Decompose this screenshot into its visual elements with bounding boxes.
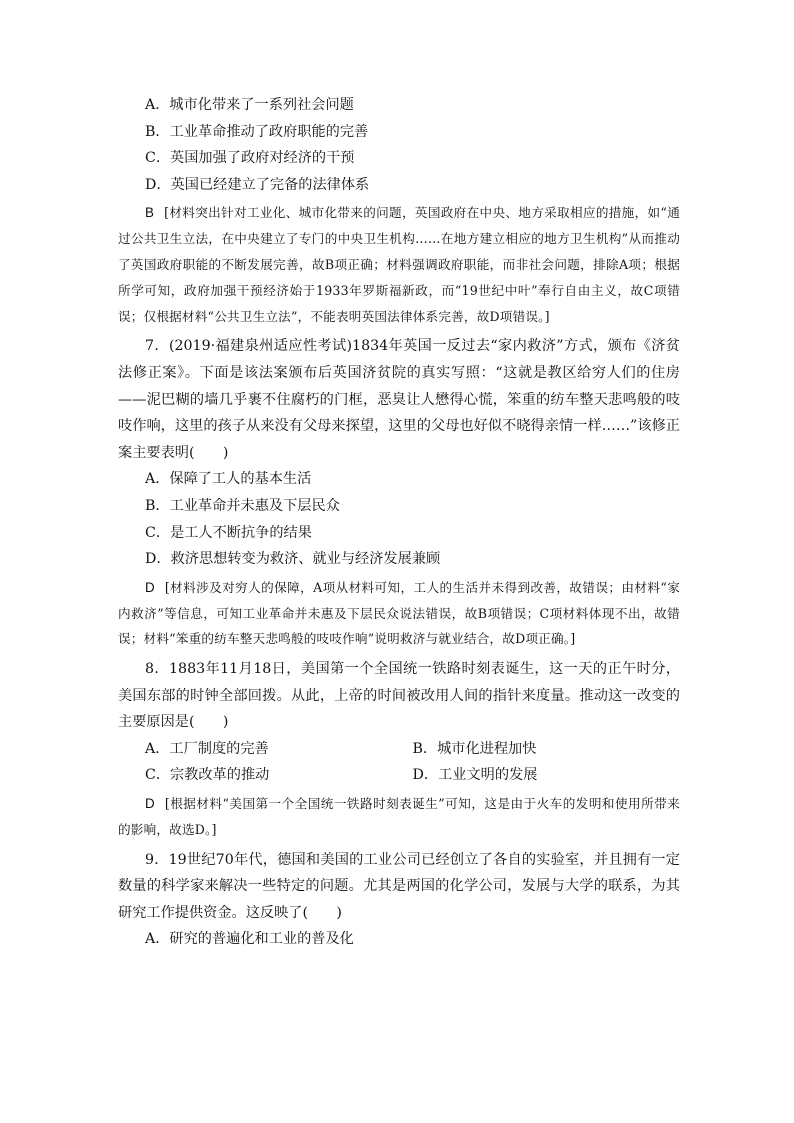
- q6-answer-text: [材料突出针对工业化、城市化带来的问题，英国政府在中央、地方采取相应的措施，如“通过公共卫生立法，在中央建立了专门的中央卫生机构……在地方建立相应的地方卫生机构”从而推动了英国政府职能的不断发展完善，故B项正确；材料强调政府职能，而非社会问题，排除A项；根据所学可知，政府加强干预经济始于1933年罗斯福新政，而“19世纪中叶”奉行自由主义，故C项错误；仅根据材料“公共卫生立法”，不能表明英国法律体系完善，故D项错误。]: [118, 205, 680, 324]
- q8-options-row-1: [118, 736, 680, 763]
- q6-option-c: C．英国加强了政府对经济的干预: [145, 150, 355, 167]
- q8-answer-key: D: [145, 796, 155, 812]
- q7-stem: 7．(2019·福建泉州适应性考试)1834年英国一反过去“家内救济”方式，颁布《济贫法修正案》。下面是该法案颁布后英国济贫院的真实写照：“这就是教区给穷人们的住房——泥巴糊的墙几乎裹不住腐朽的门框，恶臭让人懋得心慌，笨重的纺车整天悲鸣般的吱吱作响，这里的孩子从来没有父母来探望，这里的父母也好似不晓得亲情一样……”该修正案主要表明( ): [118, 338, 680, 461]
- q6-option-d: D．英国已经建立了完备的法律体系: [145, 176, 370, 193]
- q7-answer-text: [材料涉及对穷人的保障，A项从材料可知，工人的生活并未得到改善，故错误；由材料“家内救济”等信息，可知工业革命并未惠及下层民众说法错误，故B项错误；C项材料体现不出，故错误；材料“笨重的纺车整天悲鸣般的吱吱作响”说明救济与就业结合，故D项正确。]: [118, 579, 680, 647]
- q8-option-b: B．城市化进程加快: [412, 740, 537, 757]
- q7-answer-explanation: [118, 575, 680, 652]
- q7-option-a: A．保障了工人的基本生活: [145, 471, 312, 488]
- q7-option-d: D．救济思想转变为救济、就业与经济发展兼顾: [145, 551, 441, 568]
- q8-stem: 8．1883年11月18日，美国第一个全国统一铁路时刻表诞生，这一天的正午时分，美国东部的时钟全部回拨。从此，上帝的时间被改用人间的指针来度量。推动这一改变的主要原因是( ): [118, 661, 680, 731]
- q9-option-a: A．研究的普遍化和工业的普及化: [145, 931, 354, 948]
- q6-answer-key: B: [145, 205, 155, 221]
- q8-options-row-2: [118, 762, 680, 789]
- q8-option-d: D．工业文明的发展: [412, 767, 538, 784]
- document-page: [118, 92, 680, 953]
- q6-answer-explanation: [118, 200, 680, 329]
- q8-option-c: C．宗教改革的推动: [145, 767, 270, 784]
- q6-option-b: B．工业革命推动了政府职能的完善: [145, 123, 369, 140]
- q7-answer-key: D: [145, 579, 155, 595]
- q8-answer-text: [根据材料“美国第一个全国统一铁路时刻表诞生”可知，这是由于火车的发明和使用所带来的影响，故选D。]: [118, 796, 680, 837]
- q7-option-c: C．是工人不断抗争的结果: [145, 524, 312, 541]
- q8-answer-explanation: [118, 791, 680, 843]
- q9-stem: 9．19世纪70年代，德国和美国的工业公司已经创立了各自的实验室，并且拥有一定数量的科学家来解决一些特定的问题。尤其是两国的化学公司，发展与大学的联系，为其研究工作提供资金。这反映了( ): [118, 851, 680, 921]
- q8-option-a: A．工厂制度的完善: [145, 740, 269, 757]
- q6-option-a: A．城市化带来了一系列社会问题: [145, 97, 354, 113]
- q7-option-b: B．工业革命并未惠及下层民众: [145, 497, 340, 514]
